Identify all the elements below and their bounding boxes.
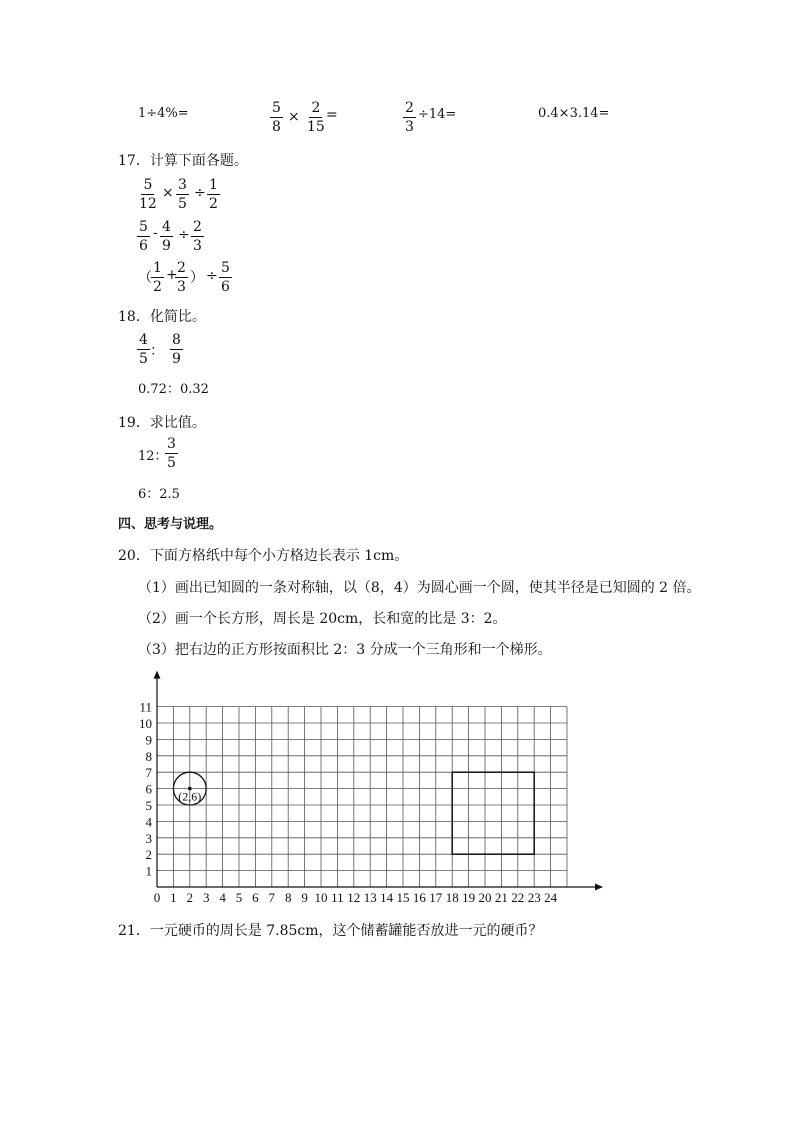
y-tick-label: 10: [139, 716, 152, 731]
x-tick-label: 6: [252, 890, 259, 905]
section-4-heading: 四、思考与说理。: [118, 517, 223, 532]
x-tick-label: 11: [331, 890, 344, 905]
x-tick-label: 23: [527, 890, 541, 905]
x-tick-label: 1: [170, 890, 177, 905]
q18-e1-frac-1: $\frac{4}{5}$: [139, 332, 148, 367]
calc-0-4-times-3-14: 0.4×3.14=: [538, 106, 610, 121]
q17-title: 17．计算下面各题。: [118, 153, 248, 169]
q18-e1-colon: ：: [150, 343, 164, 359]
grid-lines: [157, 707, 567, 887]
q20-part-3: （3）把右边的正方形按面积比 2：3 分成一个三角形和一个梯形。: [138, 642, 552, 658]
x-tick-label: 17: [429, 890, 443, 905]
equals-sign: =: [326, 107, 338, 123]
x-tick-label: 10: [314, 890, 328, 905]
x-tick-label: 8: [284, 890, 292, 905]
q17-e1-op1: ×: [162, 185, 174, 201]
x-tick-label: 18: [445, 890, 459, 905]
q19-e1-prefix: 12：: [138, 449, 168, 464]
x-tick-label: 13: [363, 890, 377, 905]
circle-center-label: (2,6): [178, 789, 202, 804]
y-tick-label: 4: [145, 814, 152, 830]
q17-e3-right-paren: ）: [190, 270, 204, 286]
x-tick-label: 19: [462, 890, 476, 905]
q18-e2: 0.72：0.32: [138, 382, 209, 397]
q21-question: 21．一元硬币的周长是 7.85cm，这个储蓄罐能否放进一元的硬币？: [118, 923, 543, 939]
coordinate-axes: [154, 671, 604, 891]
x-tick-label: 21: [494, 890, 508, 905]
q17-e2-frac-3: $\frac{2}{3}$: [193, 219, 202, 254]
x-tick-label: 2: [186, 890, 194, 905]
q19-e1-frac: $\frac{3}{5}$: [167, 436, 176, 471]
y-tick-label: 8: [145, 748, 152, 764]
q17-e3-frac-2: $\frac{2}{3}$: [177, 260, 186, 295]
y-tick-label: 5: [145, 798, 152, 813]
y-tick-label: 7: [145, 765, 152, 781]
given-square: [452, 772, 534, 854]
q20-title: 20．下面方格纸中每个小方格边长表示 1cm。: [118, 548, 409, 564]
q17-e2-op2: ÷: [178, 227, 190, 243]
y-tick-label: 2: [145, 847, 152, 863]
q17-e3-op2: ÷: [206, 268, 218, 284]
y-tick-label: 9: [145, 732, 152, 748]
x-tick-label: 4: [219, 890, 226, 905]
times-sign: ×: [288, 109, 300, 125]
q17-e2-op1: -: [153, 225, 158, 241]
q17-e2-frac-1: $\frac{5}{6}$: [139, 219, 148, 254]
calc-div-14: ÷14=: [418, 107, 457, 122]
q17-e1-op2: ÷: [194, 185, 206, 201]
fraction-5-8: $\frac{5}{8}$: [272, 100, 281, 135]
q18-e1-frac-2: $\frac{8}{9}$: [172, 332, 181, 367]
q19-e2: 6：2.5: [138, 487, 180, 502]
x-tick-label: 14: [380, 890, 394, 905]
y-tick-label: 6: [145, 781, 152, 797]
q17-e3-frac-1: $\frac{1}{2}$: [153, 260, 162, 295]
y-axis-arrow: [154, 671, 161, 679]
calc-1-div-percent: 1÷4%=: [138, 106, 189, 121]
q20-part-2: （2）画一个长方形，周长是 20cm，长和宽的比是 3：2。: [138, 611, 507, 627]
x-tick-label: 16: [412, 890, 426, 905]
q20-part-1: （1）画出已知圆的一条对称轴，以（8，4）为圆心画一个圆，使其半径是已知圆的 2 倍。: [138, 580, 701, 596]
x-tick-label: 24: [544, 890, 558, 905]
q17-e2-frac-2: $\frac{4}{9}$: [162, 219, 171, 254]
y-tick-label: 1: [145, 863, 152, 879]
y-tick-label: 11: [139, 699, 152, 715]
x-axis-arrow: [595, 884, 603, 891]
q19-title: 19．求比值。: [118, 415, 206, 431]
x-tick-label: 5: [235, 890, 243, 905]
x-tick-label: 15: [396, 890, 410, 905]
x-axis-tick-labels: [154, 890, 558, 905]
y-tick-label: 3: [145, 830, 152, 846]
q17-e3-left-paren: （: [138, 270, 152, 286]
q17-e1-frac-2: $\frac{3}{5}$: [178, 177, 187, 212]
q17-e1-frac-1: $\frac{5}{12}$: [139, 177, 157, 212]
x-tick-label: 9: [301, 890, 308, 905]
q17-e1-frac-3: $\frac{1}{2}$: [209, 177, 218, 212]
q18-title: 18．化简比。: [118, 309, 206, 325]
q17-e3-frac-3: $\frac{5}{6}$: [221, 260, 230, 295]
fraction-2-15: $\frac{2}{15}$: [307, 100, 325, 135]
fraction-2-3: $\frac{2}{3}$: [405, 100, 414, 135]
x-tick-label: 20: [478, 890, 492, 905]
y-axis-tick-labels: [139, 700, 153, 879]
x-tick-label: 3: [202, 890, 210, 905]
x-tick-label: 7: [268, 890, 276, 905]
q17-e3-op1: +: [166, 267, 178, 283]
x-tick-label: 12: [347, 890, 361, 905]
x-tick-label: 22: [511, 890, 525, 905]
x-tick-label: 0: [153, 890, 161, 905]
